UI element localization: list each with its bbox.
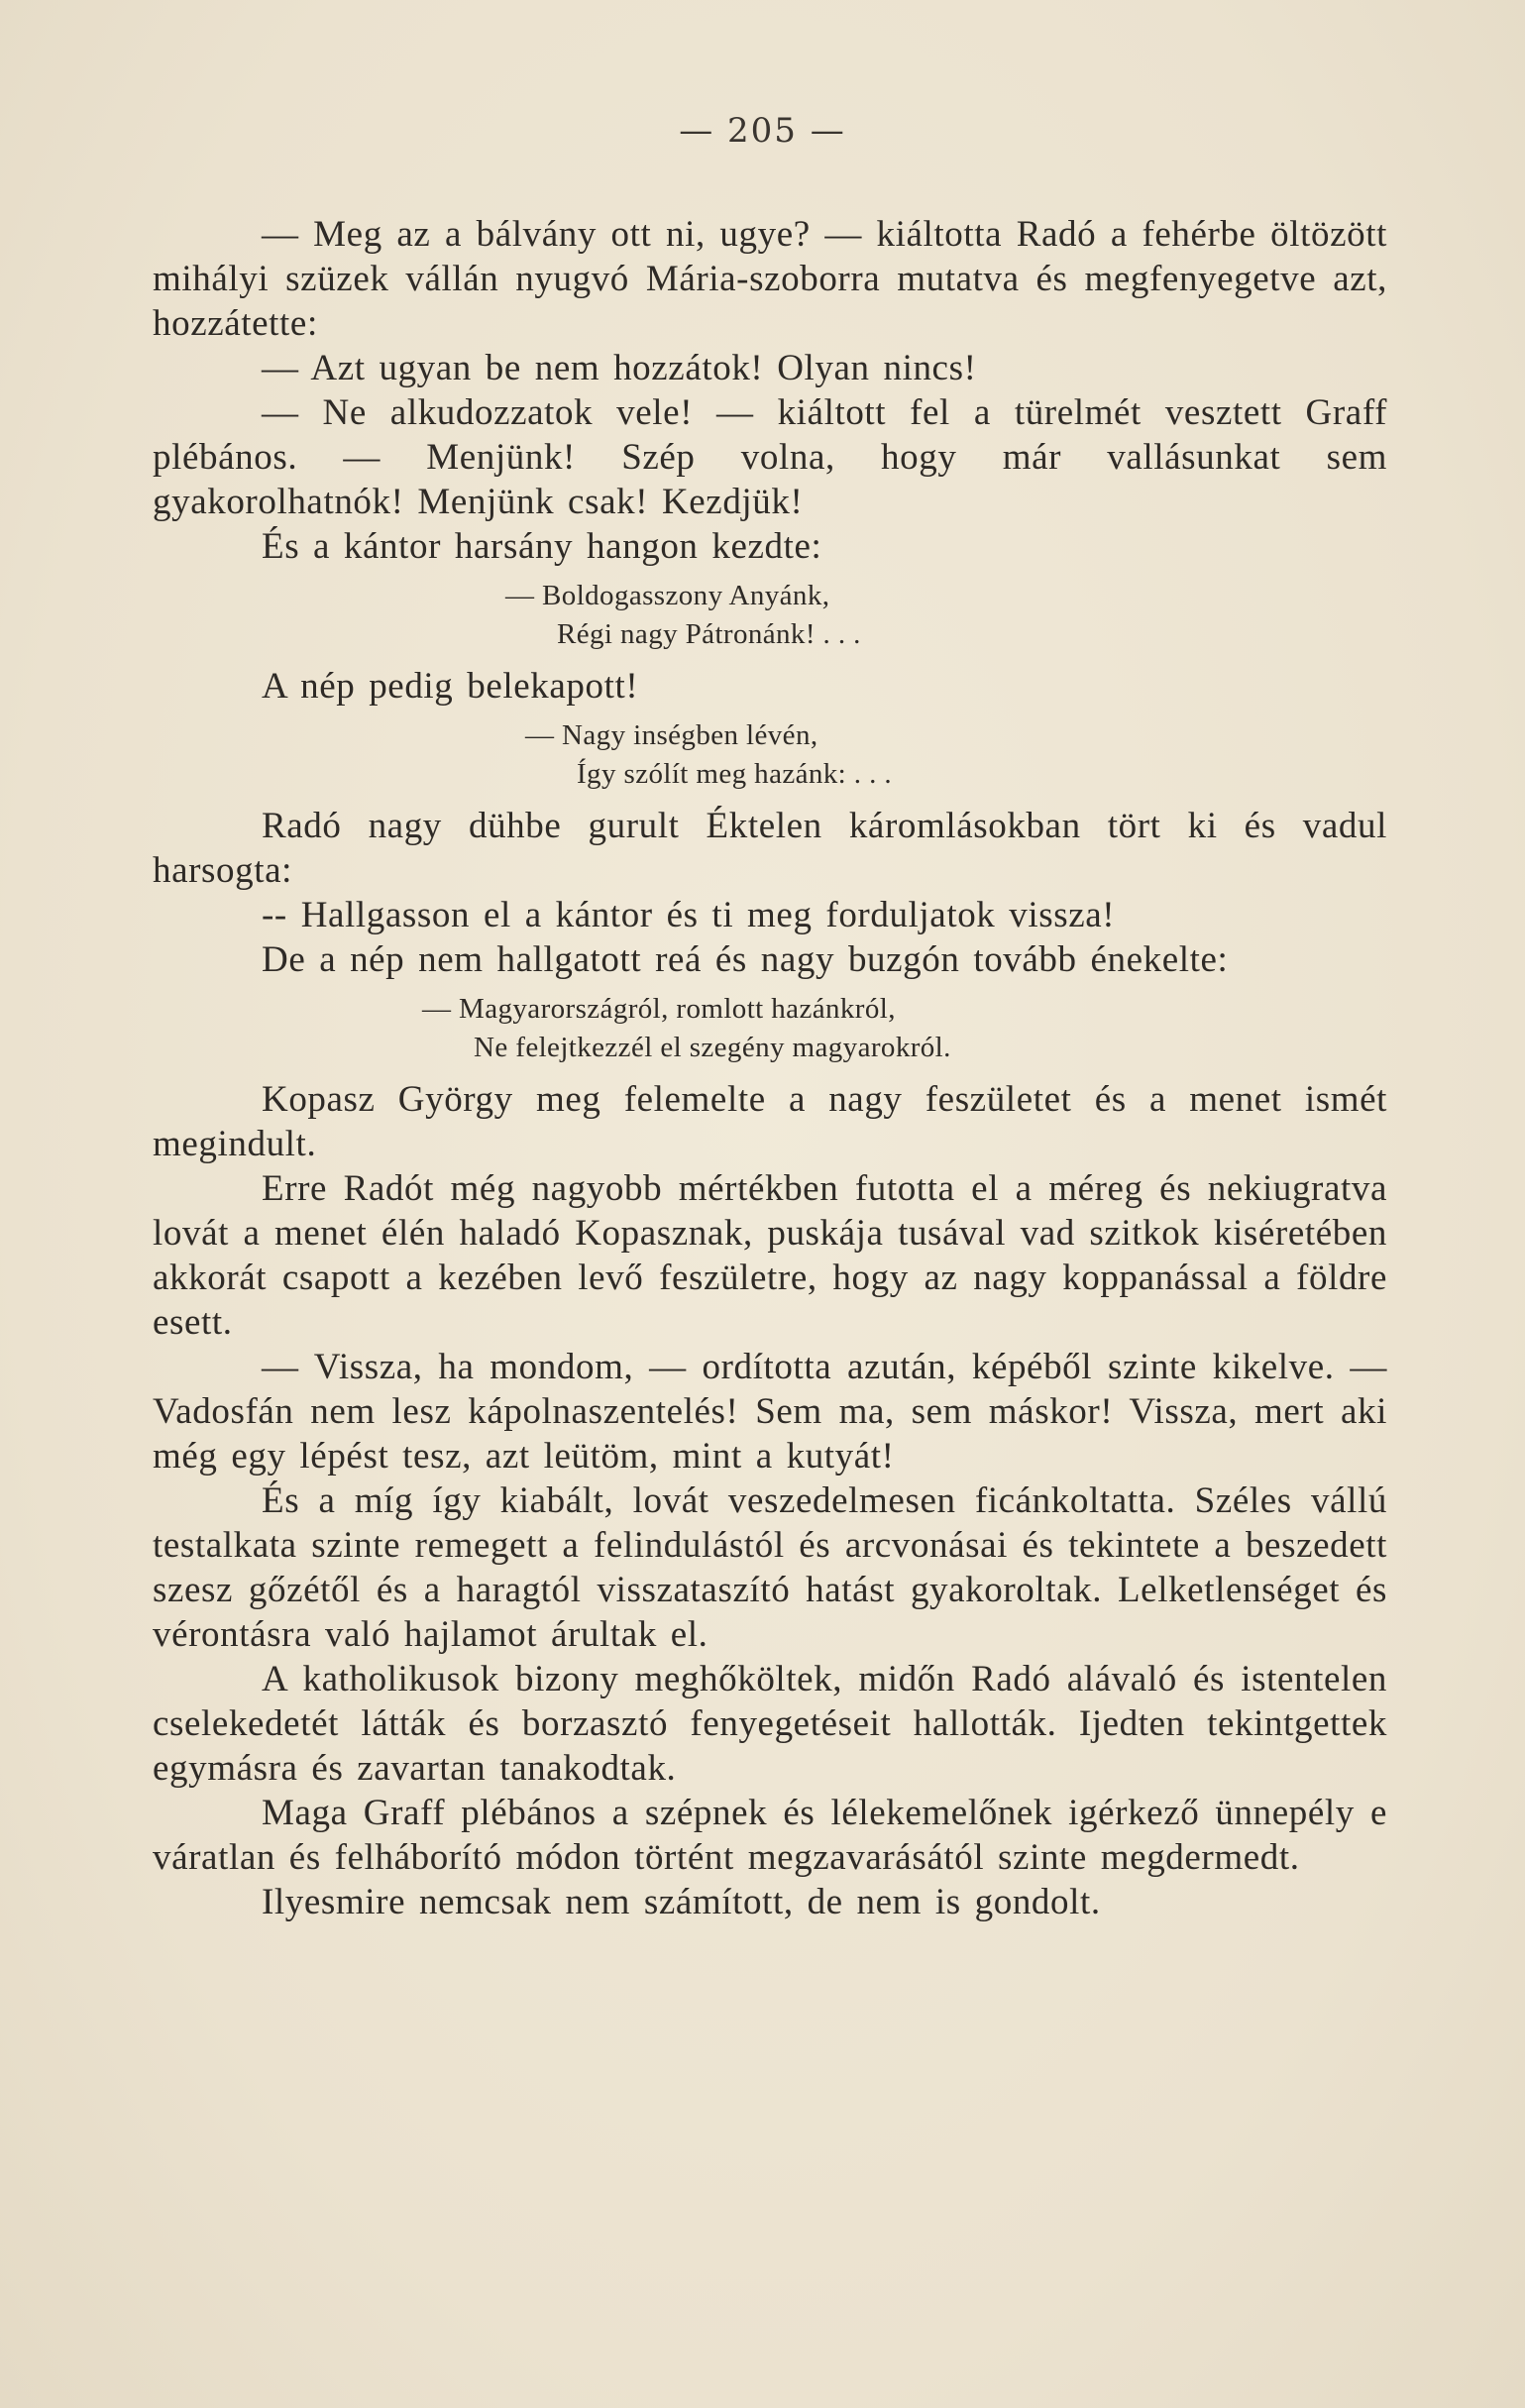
paragraph: És a kántor harsány hangon kezdte:: [262, 526, 822, 567]
paragraph: És a míg így kiabált, lovát veszedelmesen ficánkoltatta. Széles vállú testalkata szinte remegett a felindulástól és arcvonásai és tekintete a beszedett szesz gőzétől és a haragtól visszataszító hatást gyakoroltak. Lelketlenséget és vérontásra való hajlamot árultak el.: [153, 1480, 1387, 1655]
paragraph: — Azt ugyan be nem hozzátok! Olyan nincs!: [262, 348, 977, 388]
paragraph: Ilyesmire nemcsak nem számított, de nem is gondolt.: [262, 1882, 1101, 1922]
verse-block: [153, 716, 1387, 794]
verse-line: Ne felejtkezzél el szegény magyarokról.: [474, 1032, 951, 1063]
paragraph: -- Hallgasson el a kántor és ti meg forduljatok vissza!: [262, 895, 1116, 935]
paragraph: Kopasz György meg felemelte a nagy feszületet és a menet ismét megindult.: [153, 1079, 1387, 1164]
paragraph: Erre Radót még nagyobb mértékben futotta el a méreg és nekiugratva lovát a menet élén haladó Kopasznak, puskája tusával vad szitkok kiséretében akkorát csapott a kezében levő feszületre, hogy az nagy koppanással a földre esett.: [153, 1168, 1387, 1343]
paragraph: De a nép nem hallgatott reá és nagy buzgón tovább énekelte:: [262, 939, 1229, 980]
verse-line: Így szólít meg hazánk: . . .: [577, 758, 893, 790]
verse-line: — Boldogasszony Anyánk,: [505, 580, 830, 611]
paragraph: A katholikusok bizony meghőköltek, midőn Radó alávaló és istentelen cselekedetét látták és borzasztó fenyegetéseit hallották. Ijedten tekintgettek egymásra és zavartan tanakodtak.: [153, 1659, 1387, 1789]
page-body: [153, 212, 1387, 1924]
verse-line: — Magyarországról, romlott hazánkról,: [422, 993, 896, 1025]
verse-block: [153, 990, 1387, 1067]
paragraph: Radó nagy dühbe gurult Éktelen káromlásokban tört ki és vadul harsogta:: [153, 806, 1387, 891]
paragraph: A nép pedig belekapott!: [262, 666, 639, 707]
verse-line: Régi nagy Pátronánk! . . .: [557, 618, 861, 650]
paragraph: Maga Graff plébános a szépnek és lélekemelőnek igérkező ünnepély e váratlan és felháborító módon történt megzavarásától szinte megdermedt.: [153, 1793, 1387, 1878]
page-number: — 205 —: [679, 111, 846, 151]
paragraph: — Vissza, ha mondom, — ordította azután, képéből szinte kikelve. — Vadosfán nem lesz kápolnaszentelés! Sem ma, sem máskor! Vissza, mert aki még egy lépést tesz, azt leütöm, mint a kutyát!: [153, 1347, 1387, 1477]
verse-block: [153, 577, 1387, 654]
paragraph: — Ne alkudozzatok vele! — kiáltott fel a türelmét vesztett Graff plébános. — Menjünk! Szép volna, hogy már vallásunkat sem gyakorolhatnók! Menjünk csak! Kezdjük!: [153, 392, 1387, 522]
verse-line: — Nagy inségben lévén,: [525, 719, 818, 751]
paragraph: — Meg az a bálvány ott ni, ugye? — kiáltotta Radó a fehérbe öltözött mihályi szüzek vállán nyugvó Mária-szoborra mutatva és megfenyegetve azt, hozzátette:: [153, 214, 1387, 344]
